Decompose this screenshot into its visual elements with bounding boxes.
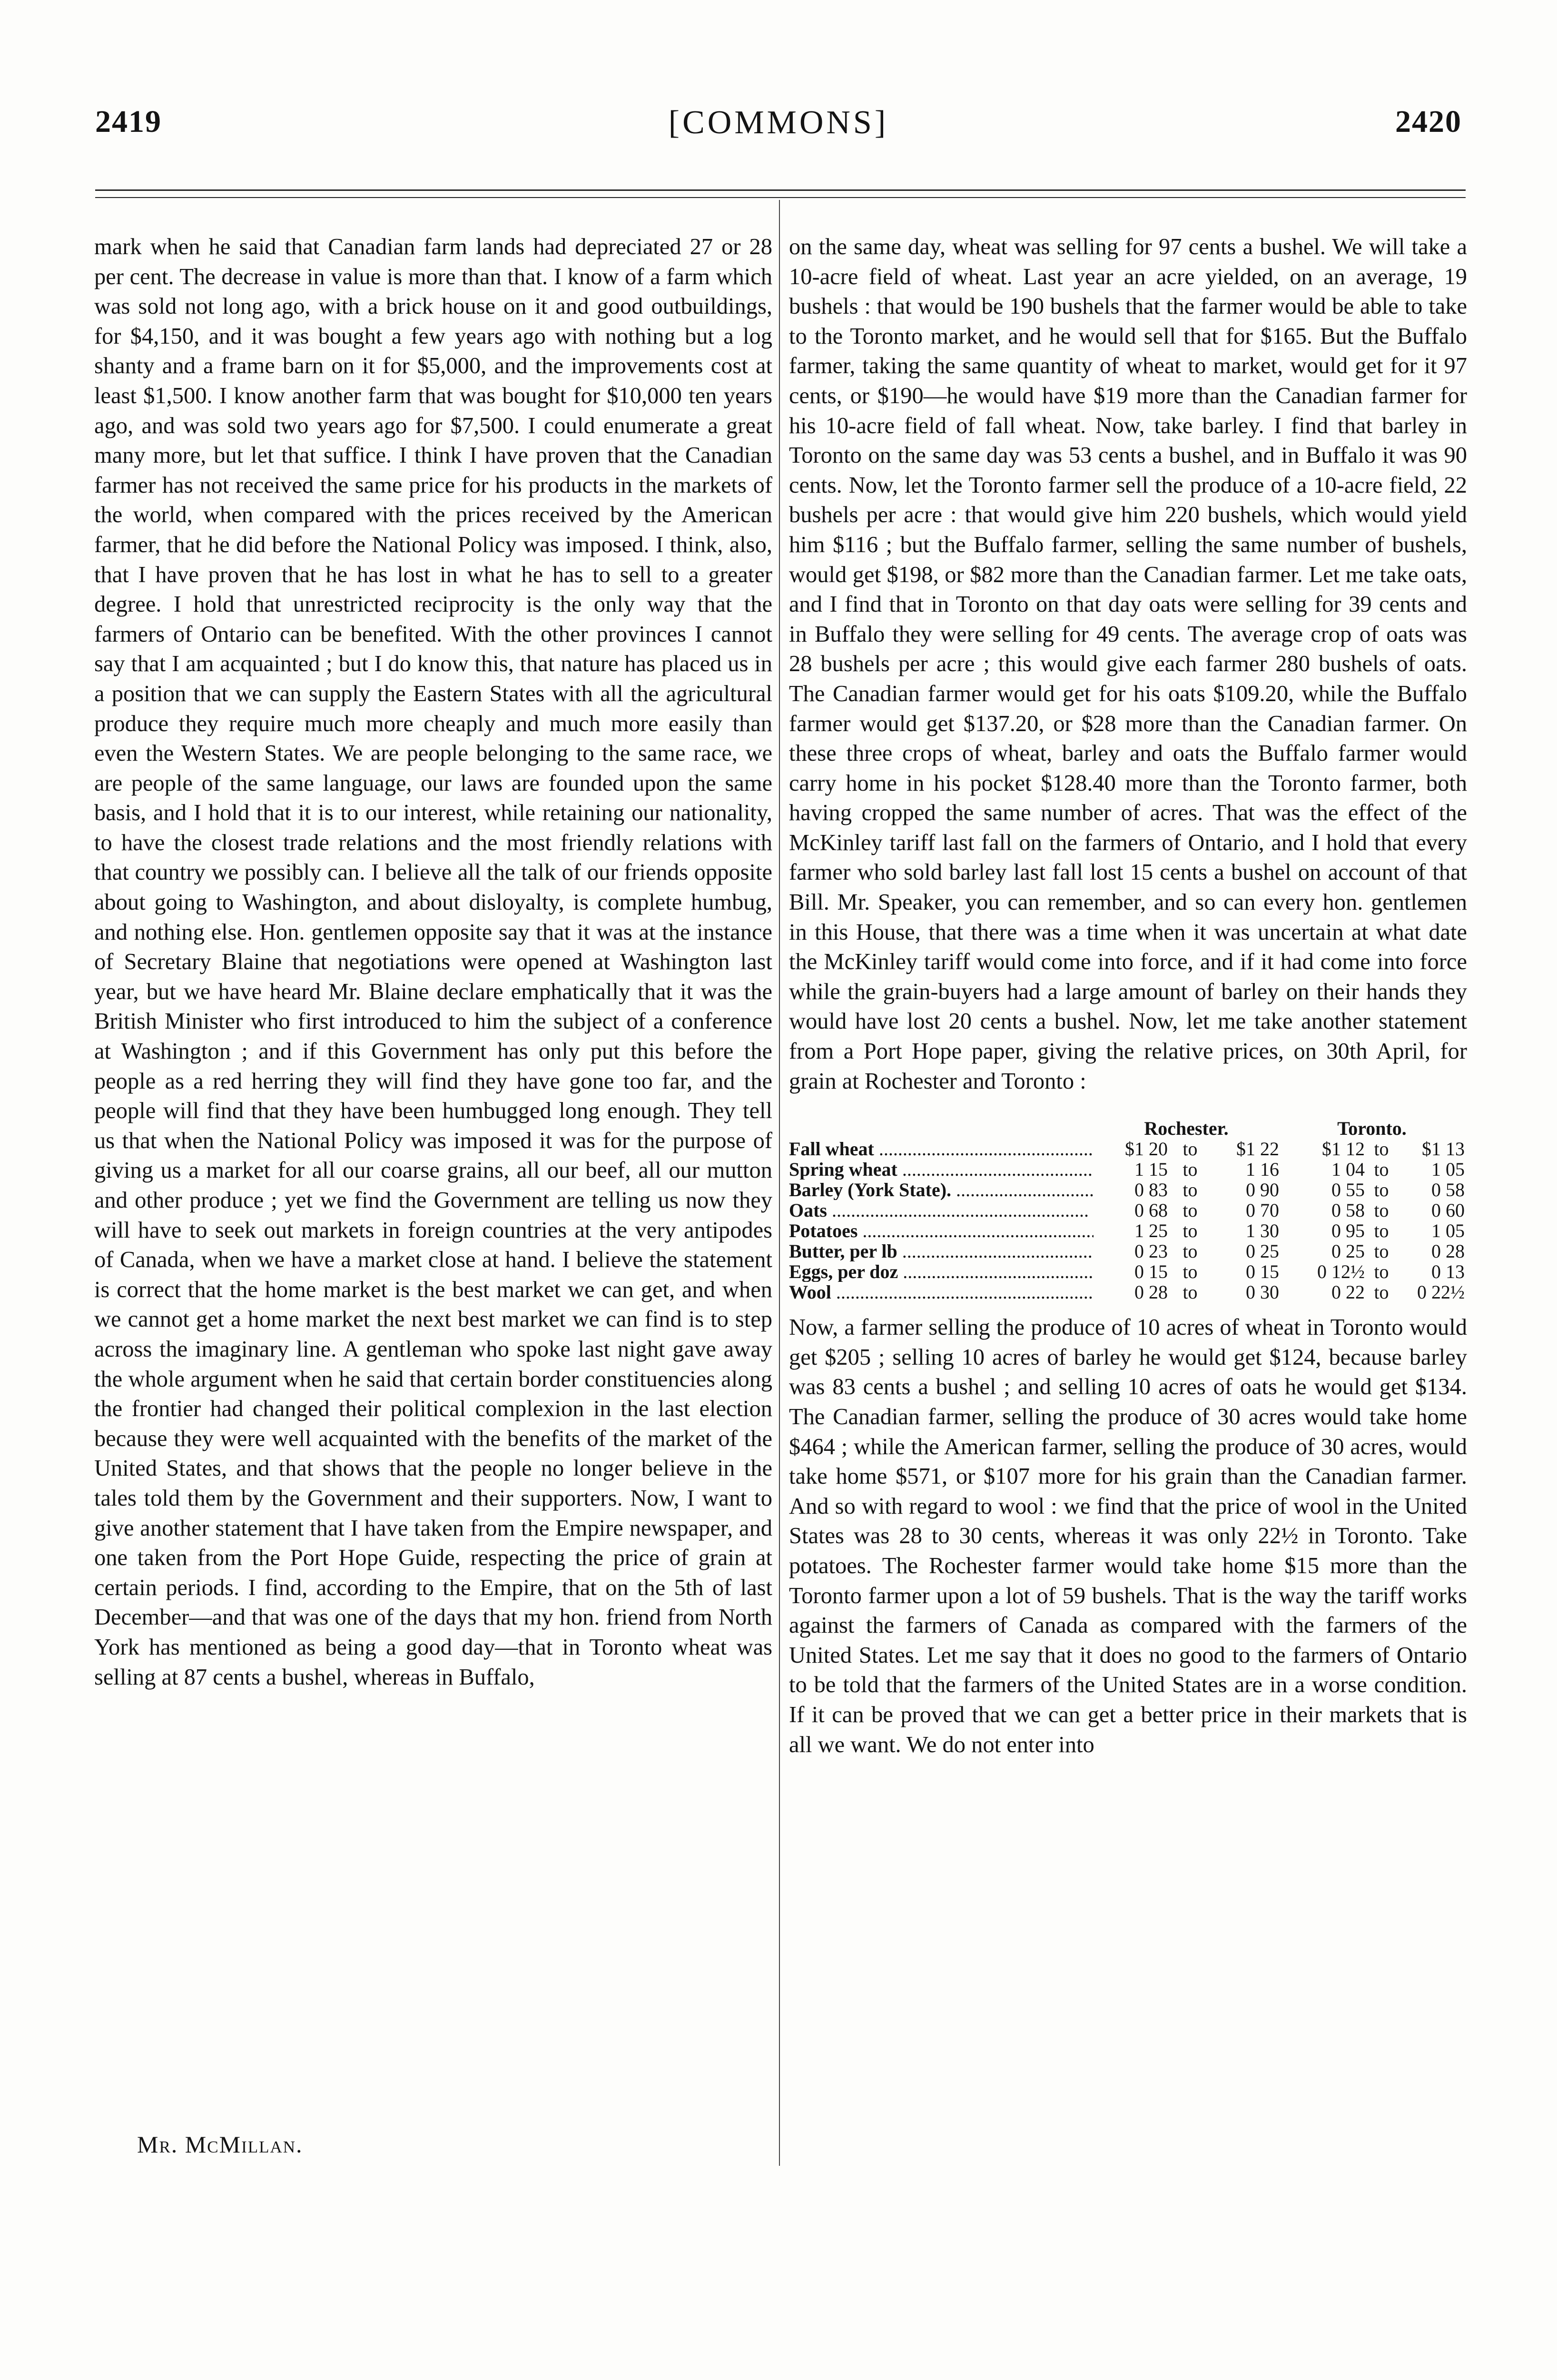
toronto-price-range	[1279, 1241, 1465, 1261]
price-row	[789, 1241, 1467, 1261]
toronto-price-low: 0 12½	[1317, 1261, 1365, 1283]
range-separator: to	[1183, 1281, 1198, 1303]
toronto-price-range	[1279, 1159, 1465, 1180]
toronto-price-low: 0 55	[1331, 1179, 1365, 1201]
left-column	[94, 232, 772, 1692]
price-item-label: Wool .....	[789, 1282, 1094, 1302]
price-table-header	[789, 1118, 1467, 1139]
speaker-footer	[137, 2131, 303, 2158]
rochester-price-high: 0 70	[1246, 1200, 1279, 1221]
rochester-header: Rochester.	[1144, 1118, 1229, 1140]
price-table-body	[789, 1139, 1467, 1302]
range-separator: to	[1374, 1240, 1389, 1262]
rochester-price-low: 1 15	[1134, 1159, 1168, 1180]
range-separator: to	[1374, 1220, 1389, 1242]
rochester-price-low: 0 68	[1134, 1200, 1168, 1221]
range-separator: to	[1374, 1261, 1389, 1283]
rochester-price-low: 1 25	[1134, 1220, 1168, 1242]
range-separator: to	[1374, 1200, 1389, 1221]
toronto-price-range	[1279, 1200, 1465, 1220]
range-separator: to	[1183, 1138, 1198, 1160]
price-row	[789, 1282, 1467, 1302]
price-row	[789, 1200, 1467, 1220]
rochester-price-range	[1094, 1139, 1279, 1159]
toronto-price-low: 0 58	[1331, 1200, 1365, 1221]
price-row	[789, 1139, 1467, 1159]
header-rule-thin	[95, 197, 1466, 198]
price-item-label: Barley (York State). .....	[789, 1180, 1094, 1200]
toronto-price-high: 0 28	[1431, 1240, 1465, 1262]
running-header: [COMMONS]	[668, 104, 889, 141]
left-column-paragraph: mark when he said that Canadian farm lands had depreciated 27 or 28 per cent. The decrease in value is more than that. I know of a farm which was sold not long ago, with a brick house on it and good outbuildings, for $4,150, and it was bought a few years ago with nothing but a log shanty and a frame barn on it for $5,000, and the improvements cost at least $1,500. I know another farm that was bought for $10,000 ten years ago, and was sold two years ago for $7,500. I could enumerate a great many more, but let that suffice. I think I have proven that the Canadian farmer has not received the same price for his products in the markets of the world, when compared with the prices received by the American farmer, that he did before the National Policy was imposed. I think, also, that I have proven that he has lost in what he has to sell to a greater degree. I hold that unrestricted reciprocity is the only way that the farmers of Ontario can be benefited. With the other provinces I cannot say that I am acquainted ; but I do know this, that nature has placed us in a position that we can supply the Eastern States with all the agricultural produce they require much more cheaply and much more easily than even the Western States. We are people belonging to the same race, we are people of the same language, our laws are founded upon the same basis, and I hold that it is to our interest, while retaining our nationality, to have the closest trade relations and the most friendly relations with that country we possibly can. I believe all the talk of our friends opposite about going to Washington, and about disloyalty, is complete humbug, and nothing else. Hon. gentlemen opposite say that it was at the instance of Secretary Blaine that negotiations were opened at Washington last year, but we have heard Mr. Blaine declare emphatically that it was the British Minister who first introduced to him the subject of a conference at Washington ; and if this Government has only put this before the people as a red herring they will find they have gone too far, and the people will find that they have been humbugged long enough. They tell us that when the National Policy was imposed it was for the purpose of giving us a market for all our coarse grains, all our beef, all our mutton and other produce ; yet we find the Government are telling us now they will have to seek out markets in foreign countries at the very antipodes of Canada, when we have a market close at hand. I believe the statement is correct that the home market is the best market we can get, and when we cannot get a home market the next best market we can find is to step across the imaginary line. A gentleman who spoke last night gave away the whole argument when he said that certain border constituencies along the frontier had changed their political complexion in the last election because they were well acquainted with the benefits of the market of the United States, and that shows that the people no longer believe in the tales told them by the Government and their supporters. Now, I want to give another statement that I have taken from the Empire newspaper, and one taken from the Port Hope Guide, respecting the price of grain at certain periods. I find, according to the Empire, that on the 5th of last December—and that was one of the days that my hon. friend from North York has mentioned as being a good day—that in Toronto wheat was selling at 87 cents a bushel, whereas in Buffalo,	[94, 234, 772, 1690]
rochester-price-low: $1 20	[1125, 1138, 1168, 1160]
rochester-price-high: 0 30	[1246, 1281, 1279, 1303]
price-row	[789, 1261, 1467, 1282]
range-separator: to	[1374, 1281, 1389, 1303]
toronto-price-range	[1279, 1180, 1465, 1200]
toronto-price-range	[1279, 1139, 1465, 1159]
rochester-price-low: 0 15	[1134, 1261, 1168, 1283]
range-separator: to	[1183, 1179, 1198, 1201]
price-table	[789, 1118, 1467, 1302]
toronto-price-low: 1 04	[1331, 1159, 1365, 1180]
rochester-price-low: 0 23	[1134, 1240, 1168, 1262]
rochester-price-range	[1094, 1261, 1279, 1282]
toronto-price-low: 0 25	[1331, 1240, 1365, 1262]
price-row	[789, 1159, 1467, 1180]
rochester-price-range	[1094, 1282, 1279, 1302]
toronto-price-range	[1279, 1220, 1465, 1241]
right-column-intro: on the same day, wheat was selling for 97 cents a bushel. We will take a 10-acre field of wheat. Last year an acre yielded, on an average, 19 bushels : that would be 190 bushels that the farmer would be able to take to the Toronto market, and he would sell that for $165. But the Buffalo farmer, taking the same quantity of wheat to market, would get for it 97 cents, or $190—he would have $19 more than the Canadian farmer for his 10-acre field of fall wheat. Now, take barley. I find that barley in Toronto on the same day was 53 cents a bushel, and in Buffalo it was 90 cents. Now, let the Toronto farmer sell the produce of a 10-acre field, 22 bushels per acre : that would give him 220 bushels, which would yield him $116 ; but the Buffalo farmer, selling the same number of bushels, would get $198, or $82 more than the Canadian farmer. Let me take oats, and I find that in Toronto on that day oats were selling for 39 cents and in Buffalo they were selling for 49 cents. The average crop of oats was 28 bushels per acre ; this would give each farmer 280 bushels of oats. The Canadian farmer would get for his oats $109.20, while the Buffalo farmer would get $137.20, or $28 more than the Canadian farmer. On these three crops of wheat, barley and oats the Buffalo farmer would carry home in his pocket $128.40 more than the Toronto farmer, both having cropped the same number of acres. That was the effect of the McKinley tariff last fall on the farmers of Ontario, and I hold that every farmer who sold barley last fall lost 15 cents a bushel on account of that Bill. Mr. Speaker, you can remember, and so can every hon. gentlemen in this House, that there was a time when it was uncertain at what date the McKinley tariff would come into force, and if it had come into force while the grain-buyers had a large amount of barley on their hands they would have lost 20 cents a bushel. Now, let me take another statement from a Port Hope paper, giving the relative prices, on 30th April, for grain at Rochester and Toronto :	[789, 234, 1467, 1094]
toronto-price-low: 0 95	[1331, 1220, 1365, 1242]
rochester-price-range	[1094, 1159, 1279, 1180]
range-separator: to	[1183, 1240, 1198, 1262]
speaker-name: Mr. McMillan.	[137, 2131, 303, 2158]
toronto-price-range	[1279, 1261, 1465, 1282]
range-separator: to	[1374, 1138, 1389, 1160]
rochester-price-high: 1 16	[1246, 1159, 1279, 1180]
price-row	[789, 1180, 1467, 1200]
range-separator: to	[1374, 1179, 1389, 1201]
right-column	[789, 232, 1467, 1760]
rochester-price-low: 0 83	[1134, 1179, 1168, 1201]
price-item-label: Fall wheat .....	[789, 1139, 1094, 1159]
rochester-price-range	[1094, 1180, 1279, 1200]
page-number-right: 2420	[1395, 104, 1462, 139]
toronto-price-range	[1279, 1282, 1465, 1302]
toronto-price-low: 0 22	[1331, 1281, 1365, 1303]
rochester-price-high: 0 90	[1246, 1179, 1279, 1201]
price-item-label: Oats .....	[789, 1200, 1094, 1220]
toronto-price-low: $1 12	[1322, 1138, 1365, 1160]
toronto-price-high: 0 13	[1431, 1261, 1465, 1283]
rochester-price-range	[1094, 1241, 1279, 1261]
rochester-price-high: 1 30	[1246, 1220, 1279, 1242]
toronto-price-high: $1 13	[1422, 1138, 1465, 1160]
range-separator: to	[1183, 1261, 1198, 1283]
rochester-price-high: $1 22	[1236, 1138, 1279, 1160]
rochester-price-high: 0 15	[1246, 1261, 1279, 1283]
price-item-label: Spring wheat .....	[789, 1159, 1094, 1180]
toronto-price-high: 1 05	[1431, 1220, 1465, 1242]
rochester-price-low: 0 28	[1134, 1281, 1168, 1303]
rochester-price-range	[1094, 1220, 1279, 1241]
price-item-label: Butter, per lb .....	[789, 1241, 1094, 1261]
header-rule	[95, 189, 1466, 191]
range-separator: to	[1374, 1159, 1389, 1180]
price-item-label: Eggs, per doz .....	[789, 1261, 1094, 1282]
range-separator: to	[1183, 1200, 1198, 1221]
price-row	[789, 1220, 1467, 1241]
column-divider	[779, 200, 780, 2166]
rochester-price-high: 0 25	[1246, 1240, 1279, 1262]
price-item-label: Potatoes .....	[789, 1220, 1094, 1241]
right-column-outro: Now, a farmer selling the produce of 10 acres of wheat in Toronto would get $205 ; selling 10 acres of barley he would get $124, because barley was 83 cents a bushel ; and selling 10 acres of oats he would get $134. The Canadian farmer, selling the produce of 30 acres would take home $464 ; while the American farmer, selling the produce of 30 acres, would take home $571, or $107 more for his grain than the Canadian farmer. And so with regard to wool : we find that the price of wool in the United States was 28 to 30 cents, whereas it was only 22½ in Toronto. Take potatoes. The Rochester farmer would take home $15 more than the Toronto farmer upon a lot of 59 bushels. That is the way the tariff works against the farmers of Canada as compared with the farmers of the United States. Let me say that it does no good to the farmers of Ontario to be told that the farmers of the United States are in a worse condition. If it can be proved that we can get a better price in their markets that is all we want. We do not enter into	[789, 1315, 1467, 1757]
rochester-price-range	[1094, 1200, 1279, 1220]
page-number-left: 2419	[95, 104, 162, 139]
toronto-price-high: 0 60	[1431, 1200, 1465, 1221]
toronto-price-high: 0 58	[1431, 1179, 1465, 1201]
toronto-price-high: 1 05	[1431, 1159, 1465, 1180]
toronto-header: Toronto.	[1337, 1118, 1407, 1140]
range-separator: to	[1183, 1220, 1198, 1242]
range-separator: to	[1183, 1159, 1198, 1180]
toronto-price-high: 0 22½	[1417, 1281, 1465, 1303]
